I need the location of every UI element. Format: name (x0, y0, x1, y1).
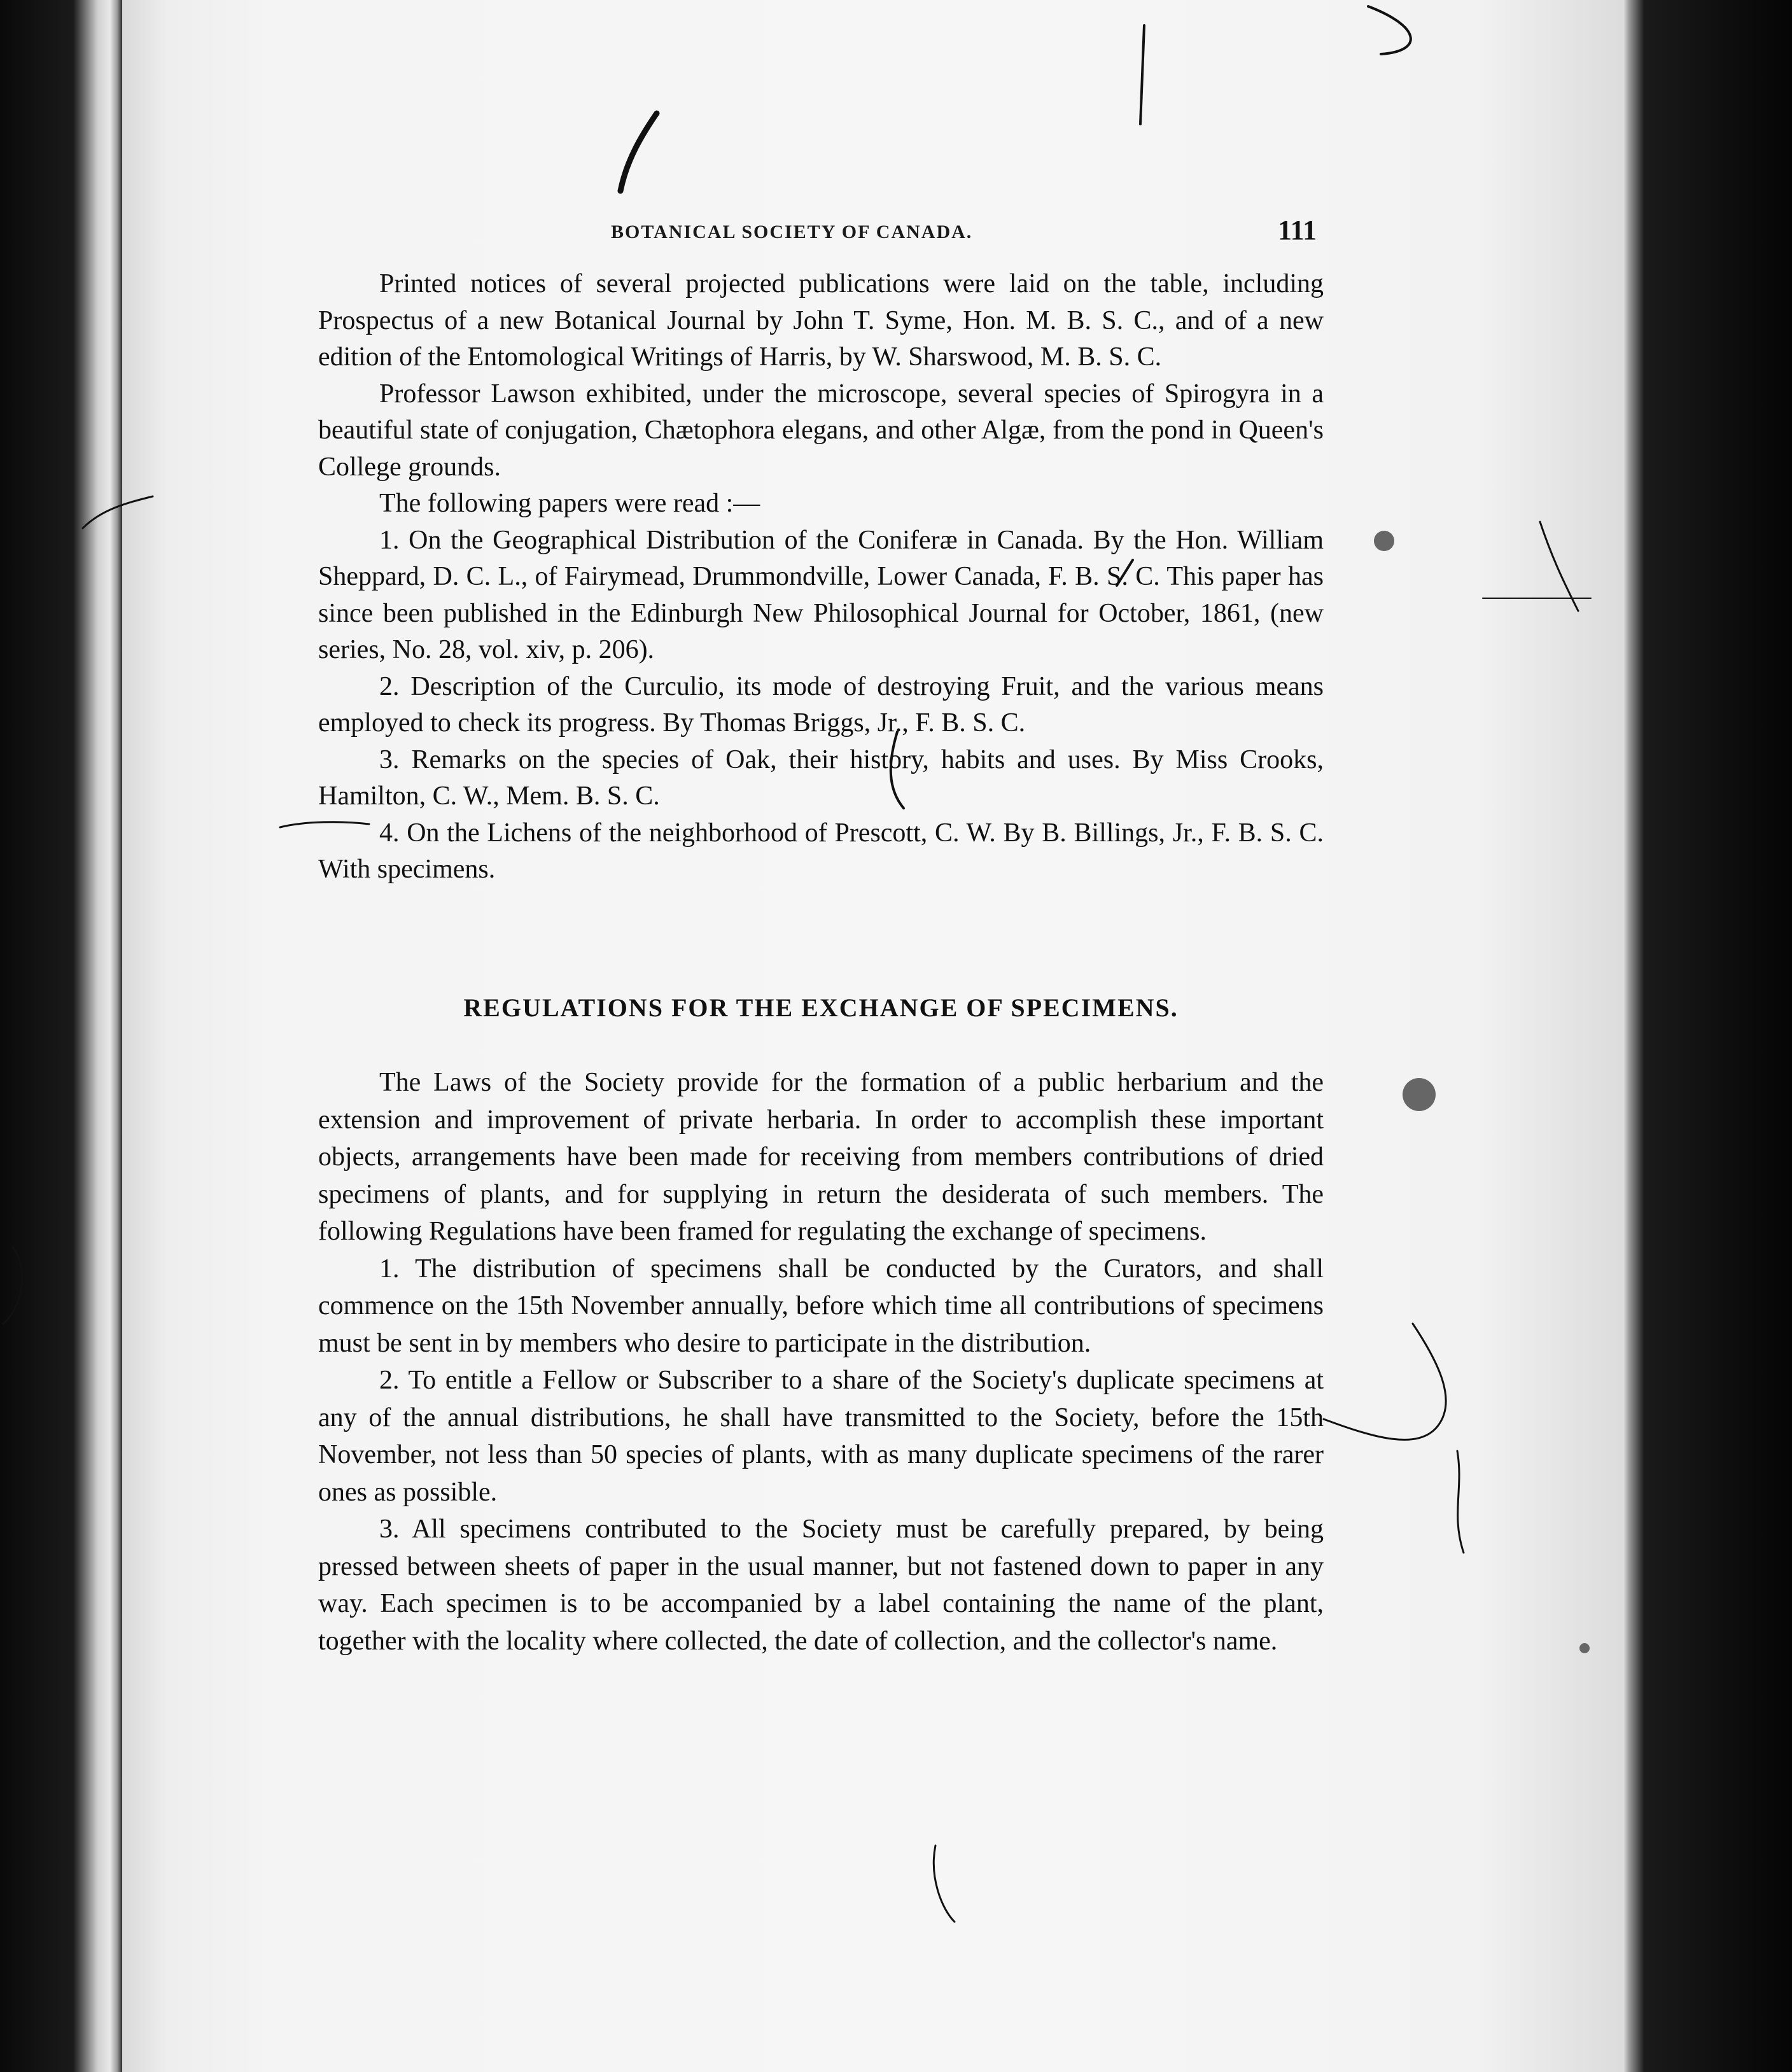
paragraph: 4. On the Lichens of the neighborhood of Prescott, C. W. By B. Billings, Jr., F. B. S. C. With specimens. (318, 818, 1324, 884)
paragraph: 2. To entitle a Fellow or Subscriber to a share of the Society's duplicate specimens at any of the annual distributions, he shall have transmitted to the Society, before the 15th November, not less than 50 species of plants, with as many duplicate specimens of the rarer ones as possible. (318, 1366, 1324, 1507)
paragraph: Professor Lawson exhibited, under the microscope, several species of Spirogyra in a beautiful state of conjugation, Chætophora elegans, and other Algæ, from the pond in Queen's College grounds. (318, 379, 1324, 482)
scratch-right-3 (1324, 1324, 1446, 1439)
proceedings-text (318, 266, 1324, 888)
running-title: BOTANICAL SOCIETY OF CANADA. (611, 221, 973, 242)
ink-blot-right-small (1374, 531, 1394, 551)
paragraph: Printed notices of several projected publications were laid on the table, including Prospectus of a new Botanical Journal by John T. Syme, Hon. M. B. S. C., and of a new edition of the Entomological Writings of Harris, by W. Sharswood, M. B. S. C. (318, 269, 1324, 372)
scratch-left-1 (83, 496, 153, 528)
scratch-right-4 (1457, 1451, 1464, 1553)
pencil-line-top (1140, 25, 1144, 124)
paragraph: The Laws of the Society provide for the formation of a public herbarium and the extension and improvement of private herbaria. In order to accomplish these important objects, arrangements have been made for receiving from members contributions of dried specimens of plants, and for supplying in return the desiderata of such members. The following Regulations have been framed for regulating the exchange of specimens. (318, 1068, 1324, 1246)
pencil-curve-top-right (1368, 6, 1411, 54)
pencil-mark-top (620, 113, 657, 191)
ink-dot-right (1579, 1643, 1590, 1653)
scratch-left-2 (3, 1247, 22, 1324)
ink-blot-right (1403, 1078, 1436, 1111)
paragraph: 3. All specimens contributed to the Society must be carefully prepared, by being pressed between sheets of paper in the usual manner, but not fastened down to paper in any way. Each specimen is to be accompanied by a label containing the name of the plant, together with the locality where collected, the date of collection, and the collector's name. (318, 1515, 1324, 1656)
section-heading: REGULATIONS FOR THE EXCHANGE OF SPECIMENS. (463, 993, 1179, 1022)
paragraph: 1. On the Geographical Distribution of the Coniferæ in Canada. By the Hon. William Sheppard, D. C. L., of Fairymead, Drummondville, Lower Canada, F. B. S. C. This paper has since been published in the Edinburgh New Philosophical Journal for October, 1861, (new series, No. 28, vol. xiv, p. 206). (318, 525, 1324, 664)
paragraph: The following papers were read :— (379, 489, 760, 518)
paragraph: 1. The distribution of specimens shall be conducted by the Curators, and shall commence on the 15th November annually, before which time all contributions of specimens must be sent in by members who desire to participate in the distribution. (318, 1254, 1324, 1358)
scratch-bottom (934, 1845, 955, 1922)
page-number: 111 (1278, 214, 1317, 246)
paragraph: 3. Remarks on the species of Oak, their history, habits and uses. By Miss Crooks, Hamilton, C. W., Mem. B. S. C. (318, 745, 1324, 811)
regulations-text (318, 1064, 1324, 1660)
paragraph: 2. Description of the Curculio, its mode of destroying Fruit, and the various means employed to check its progress. By Thomas Briggs, Jr., F. B. S. C. (318, 671, 1324, 738)
